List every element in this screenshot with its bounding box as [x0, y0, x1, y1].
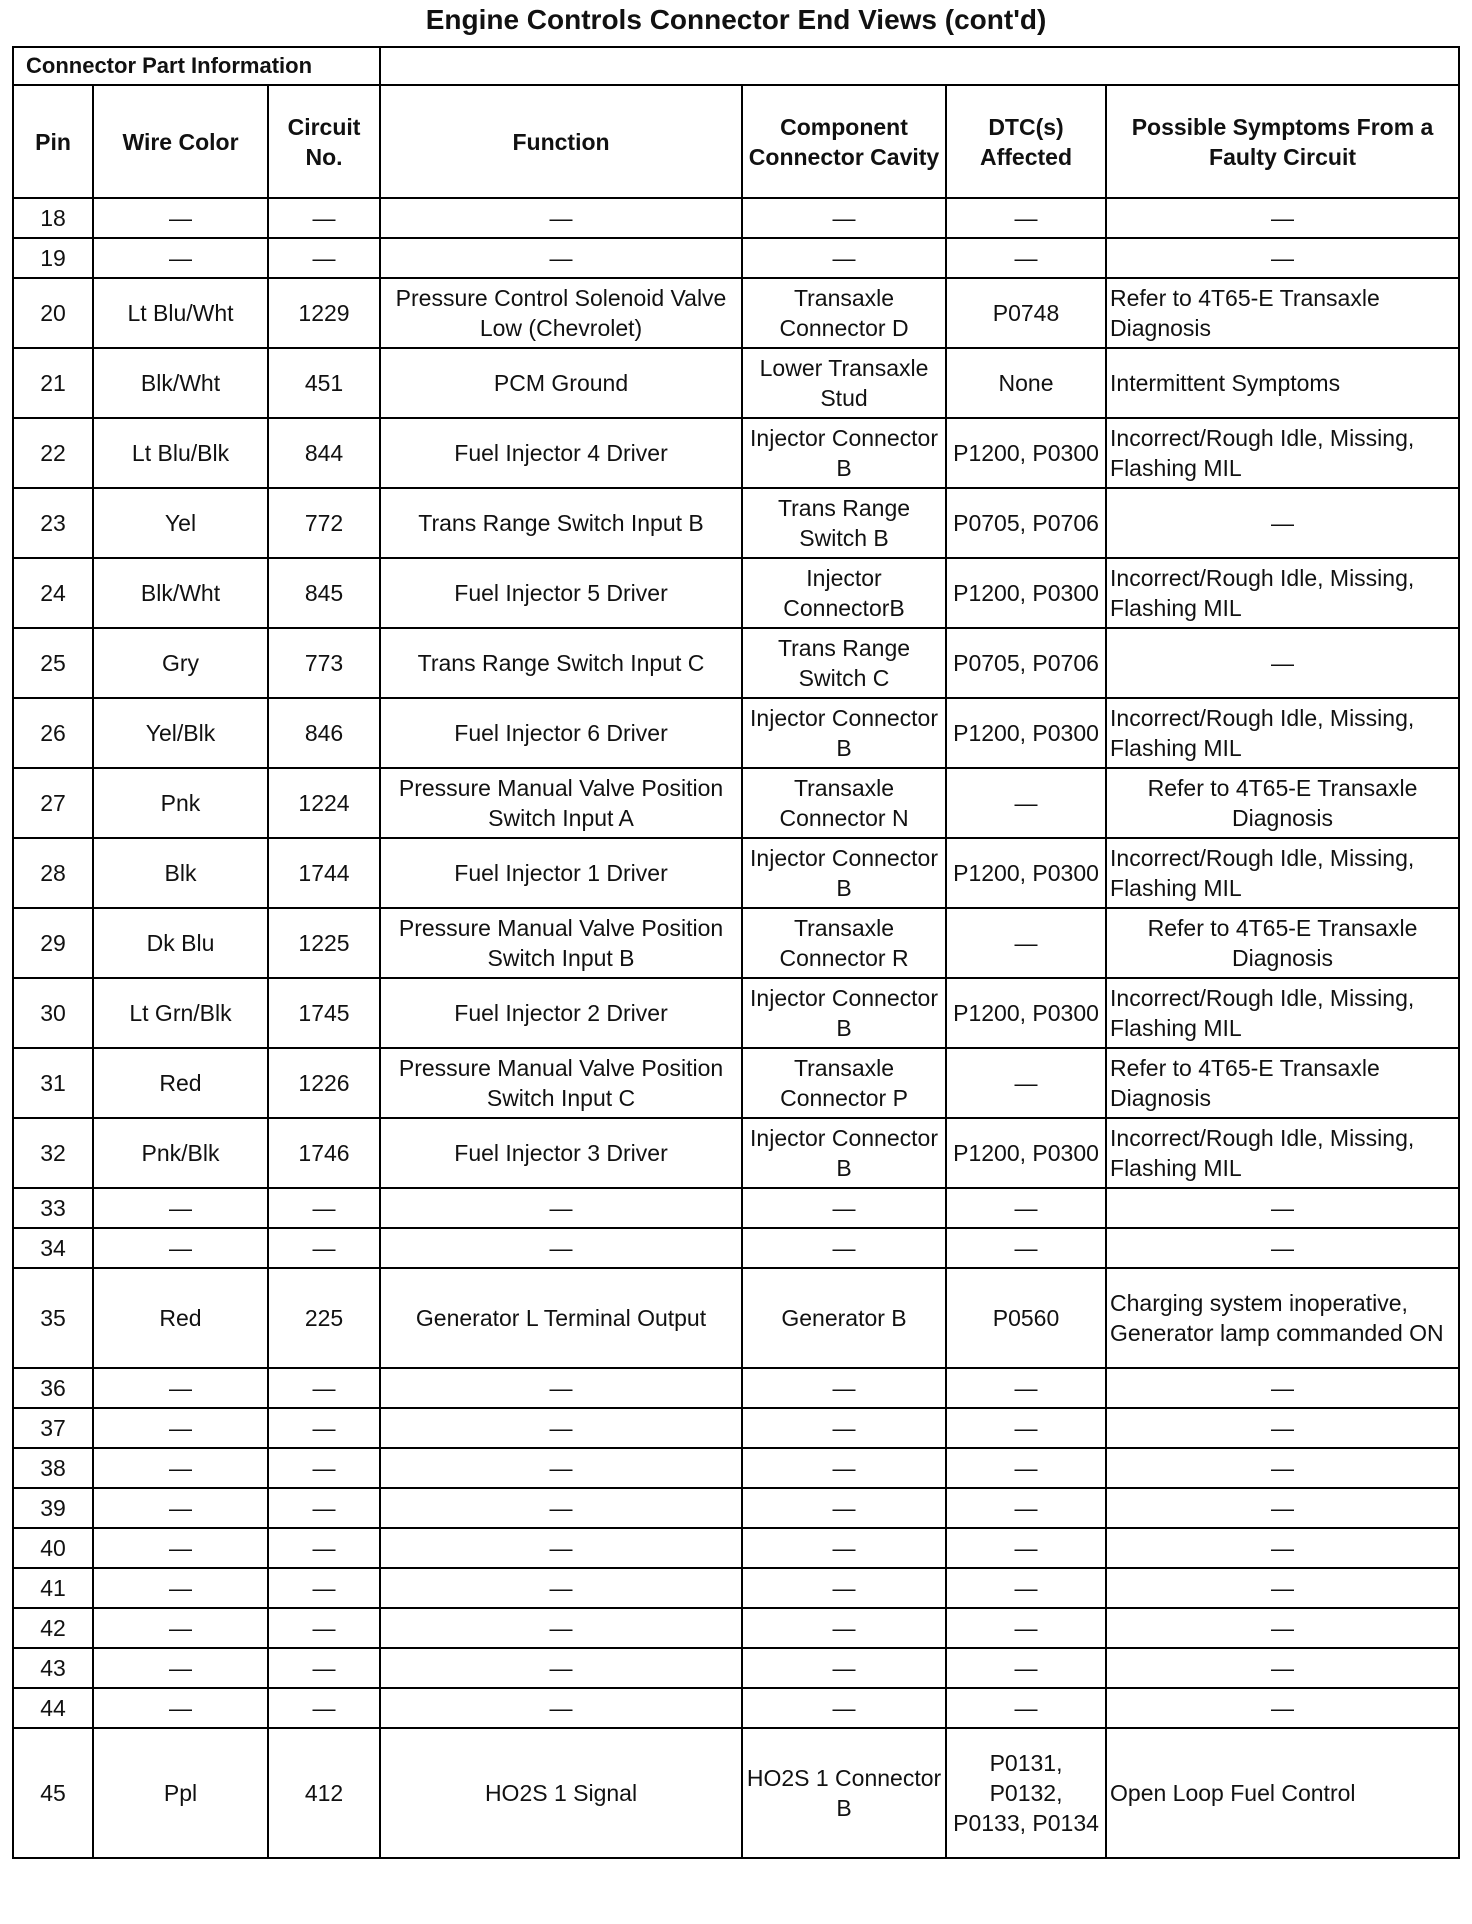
cavity-cell: Transaxle Connector P — [742, 1048, 946, 1118]
function-cell: Fuel Injector 2 Driver — [380, 978, 742, 1048]
symptoms-cell: Incorrect/Rough Idle, Missing, Flashing MIL — [1106, 418, 1459, 488]
symptoms-cell: Refer to 4T65-E Transaxle Diagnosis — [1106, 768, 1459, 838]
col-header-circuit: Circuit No. — [268, 85, 380, 198]
circuit-cell: 845 — [268, 558, 380, 628]
symptoms-cell: — — [1106, 1648, 1459, 1688]
pin-cell: 21 — [13, 348, 93, 418]
pin-cell: 45 — [13, 1728, 93, 1858]
table-row — [13, 418, 1459, 488]
symptoms-cell: — — [1106, 1608, 1459, 1648]
wire-color-cell: Gry — [93, 628, 268, 698]
pin-cell: 25 — [13, 628, 93, 698]
circuit-cell: 1744 — [268, 838, 380, 908]
wire-color-cell: — — [93, 1688, 268, 1728]
symptoms-cell: — — [1106, 1228, 1459, 1268]
circuit-cell: — — [268, 1568, 380, 1608]
cavity-cell: — — [742, 1408, 946, 1448]
dtc-cell: None — [946, 348, 1106, 418]
pin-cell: 26 — [13, 698, 93, 768]
dtc-cell: — — [946, 1448, 1106, 1488]
dtc-cell: P1200, P0300 — [946, 978, 1106, 1048]
cavity-cell: HO2S 1 Connector B — [742, 1728, 946, 1858]
wire-color-cell: Blk/Wht — [93, 558, 268, 628]
pin-cell: 41 — [13, 1568, 93, 1608]
function-cell: — — [380, 1688, 742, 1728]
cavity-cell: Injector Connector B — [742, 1118, 946, 1188]
circuit-cell: 225 — [268, 1268, 380, 1368]
table-row — [13, 1688, 1459, 1728]
pin-cell: 30 — [13, 978, 93, 1048]
circuit-cell: — — [268, 1368, 380, 1408]
table-row — [13, 1228, 1459, 1268]
pin-cell: 42 — [13, 1608, 93, 1648]
cavity-cell: — — [742, 238, 946, 278]
table-row — [13, 1188, 1459, 1228]
pin-cell: 24 — [13, 558, 93, 628]
cavity-cell: Transaxle Connector R — [742, 908, 946, 978]
circuit-cell: — — [268, 1188, 380, 1228]
dtc-cell: P0748 — [946, 278, 1106, 348]
circuit-cell: — — [268, 1648, 380, 1688]
symptoms-cell: — — [1106, 1688, 1459, 1728]
circuit-cell: — — [268, 238, 380, 278]
col-header-dtc: DTC(s) Affected — [946, 85, 1106, 198]
pin-cell: 31 — [13, 1048, 93, 1118]
table-body — [13, 198, 1459, 1858]
circuit-cell: 1745 — [268, 978, 380, 1048]
circuit-cell: 1226 — [268, 1048, 380, 1118]
circuit-cell: — — [268, 1448, 380, 1488]
pin-cell: 40 — [13, 1528, 93, 1568]
wire-color-cell: Dk Blu — [93, 908, 268, 978]
function-cell: — — [380, 198, 742, 238]
cavity-cell: Transaxle Connector N — [742, 768, 946, 838]
cavity-cell: — — [742, 1528, 946, 1568]
function-cell: — — [380, 1408, 742, 1448]
cavity-cell: — — [742, 1188, 946, 1228]
function-cell: Fuel Injector 4 Driver — [380, 418, 742, 488]
dtc-cell: P1200, P0300 — [946, 698, 1106, 768]
wire-color-cell: — — [93, 1608, 268, 1648]
function-cell: — — [380, 1648, 742, 1688]
circuit-cell: 846 — [268, 698, 380, 768]
cavity-cell: Injector Connector B — [742, 418, 946, 488]
cavity-cell: — — [742, 1648, 946, 1688]
function-cell: HO2S 1 Signal — [380, 1728, 742, 1858]
table-row — [13, 198, 1459, 238]
table-row — [13, 908, 1459, 978]
table-row — [13, 1368, 1459, 1408]
symptoms-cell: Incorrect/Rough Idle, Missing, Flashing MIL — [1106, 1118, 1459, 1188]
table-row — [13, 978, 1459, 1048]
function-cell: Pressure Control Solenoid Valve Low (Chevrolet) — [380, 278, 742, 348]
dtc-cell: P0705, P0706 — [946, 488, 1106, 558]
circuit-cell: — — [268, 198, 380, 238]
circuit-cell: — — [268, 1228, 380, 1268]
dtc-cell: P0560 — [946, 1268, 1106, 1368]
circuit-cell: 772 — [268, 488, 380, 558]
cavity-cell: — — [742, 1608, 946, 1648]
dtc-cell: P0131, P0132, P0133, P0134 — [946, 1728, 1106, 1858]
connector-table — [12, 46, 1460, 1859]
wire-color-cell: Yel/Blk — [93, 698, 268, 768]
dtc-cell: P1200, P0300 — [946, 838, 1106, 908]
circuit-cell: 451 — [268, 348, 380, 418]
pin-cell: 23 — [13, 488, 93, 558]
function-cell: Fuel Injector 5 Driver — [380, 558, 742, 628]
wire-color-cell: Red — [93, 1268, 268, 1368]
function-cell: Fuel Injector 3 Driver — [380, 1118, 742, 1188]
wire-color-cell: — — [93, 1188, 268, 1228]
col-header-cavity: Component Connector Cavity — [742, 85, 946, 198]
pin-cell: 29 — [13, 908, 93, 978]
dtc-cell: — — [946, 1528, 1106, 1568]
wire-color-cell: — — [93, 1228, 268, 1268]
group-header-blank — [380, 47, 1459, 85]
circuit-cell: 412 — [268, 1728, 380, 1858]
cavity-cell: Generator B — [742, 1268, 946, 1368]
cavity-cell: — — [742, 1228, 946, 1268]
cavity-cell: — — [742, 1448, 946, 1488]
cavity-cell: Trans Range Switch B — [742, 488, 946, 558]
function-cell: — — [380, 1488, 742, 1528]
dtc-cell: — — [946, 1368, 1106, 1408]
function-cell: PCM Ground — [380, 348, 742, 418]
dtc-cell: — — [946, 908, 1106, 978]
pin-cell: 39 — [13, 1488, 93, 1528]
symptoms-cell: — — [1106, 1448, 1459, 1488]
symptoms-cell: Refer to 4T65-E Transaxle Diagnosis — [1106, 278, 1459, 348]
dtc-cell: — — [946, 1488, 1106, 1528]
cavity-cell: — — [742, 1688, 946, 1728]
dtc-cell: — — [946, 1228, 1106, 1268]
wire-color-cell: — — [93, 238, 268, 278]
cavity-cell: — — [742, 198, 946, 238]
symptoms-cell: — — [1106, 1188, 1459, 1228]
symptoms-cell: Refer to 4T65-E Transaxle Diagnosis — [1106, 908, 1459, 978]
dtc-cell: P0705, P0706 — [946, 628, 1106, 698]
function-cell: — — [380, 1188, 742, 1228]
cavity-cell: Injector Connector B — [742, 838, 946, 908]
circuit-cell: 844 — [268, 418, 380, 488]
function-cell: Trans Range Switch Input B — [380, 488, 742, 558]
table-row — [13, 768, 1459, 838]
wire-color-cell: — — [93, 1408, 268, 1448]
table-row — [13, 1528, 1459, 1568]
circuit-cell: 1746 — [268, 1118, 380, 1188]
wire-color-cell: Blk — [93, 838, 268, 908]
col-header-function: Function — [380, 85, 742, 198]
table-row — [13, 278, 1459, 348]
circuit-cell: — — [268, 1688, 380, 1728]
pin-cell: 20 — [13, 278, 93, 348]
dtc-cell: P1200, P0300 — [946, 1118, 1106, 1188]
symptoms-cell: — — [1106, 1528, 1459, 1568]
function-cell: — — [380, 1228, 742, 1268]
table-row — [13, 488, 1459, 558]
table-row — [13, 1268, 1459, 1368]
symptoms-cell: Open Loop Fuel Control — [1106, 1728, 1459, 1858]
dtc-cell: — — [946, 768, 1106, 838]
wire-color-cell: Red — [93, 1048, 268, 1118]
symptoms-cell: Incorrect/Rough Idle, Missing, Flashing MIL — [1106, 838, 1459, 908]
circuit-cell: — — [268, 1408, 380, 1448]
table-row — [13, 1048, 1459, 1118]
dtc-cell: — — [946, 1408, 1106, 1448]
function-cell: Fuel Injector 1 Driver — [380, 838, 742, 908]
wire-color-cell: Lt Grn/Blk — [93, 978, 268, 1048]
table-row — [13, 1608, 1459, 1648]
circuit-cell: 1224 — [268, 768, 380, 838]
cavity-cell: Trans Range Switch C — [742, 628, 946, 698]
function-cell: — — [380, 1568, 742, 1608]
table-row — [13, 1648, 1459, 1688]
pin-cell: 33 — [13, 1188, 93, 1228]
symptoms-cell: — — [1106, 628, 1459, 698]
symptoms-cell: — — [1106, 1368, 1459, 1408]
dtc-cell: — — [946, 1568, 1106, 1608]
pin-cell: 32 — [13, 1118, 93, 1188]
symptoms-cell: Charging system inoperative, Generator lamp commanded ON — [1106, 1268, 1459, 1368]
function-cell: — — [380, 1528, 742, 1568]
symptoms-cell: — — [1106, 1568, 1459, 1608]
symptoms-cell: Intermittent Symptoms — [1106, 348, 1459, 418]
symptoms-cell: Refer to 4T65-E Transaxle Diagnosis — [1106, 1048, 1459, 1118]
table-row — [13, 558, 1459, 628]
wire-color-cell: — — [93, 1448, 268, 1488]
cavity-cell: Injector Connector B — [742, 978, 946, 1048]
pin-cell: 37 — [13, 1408, 93, 1448]
dtc-cell: — — [946, 198, 1106, 238]
function-cell: Trans Range Switch Input C — [380, 628, 742, 698]
table-row — [13, 698, 1459, 768]
function-cell: Generator L Terminal Output — [380, 1268, 742, 1368]
pin-cell: 22 — [13, 418, 93, 488]
cavity-cell: Lower Transaxle Stud — [742, 348, 946, 418]
wire-color-cell: — — [93, 198, 268, 238]
col-header-symptoms: Possible Symptoms From a Faulty Circuit — [1106, 85, 1459, 198]
dtc-cell: P1200, P0300 — [946, 418, 1106, 488]
dtc-cell: — — [946, 1188, 1106, 1228]
table-row — [13, 1568, 1459, 1608]
pin-cell: 38 — [13, 1448, 93, 1488]
pin-cell: 28 — [13, 838, 93, 908]
pin-cell: 44 — [13, 1688, 93, 1728]
table-row — [13, 628, 1459, 698]
function-cell: — — [380, 1608, 742, 1648]
pin-cell: 34 — [13, 1228, 93, 1268]
wire-color-cell: — — [93, 1648, 268, 1688]
pin-cell: 18 — [13, 198, 93, 238]
symptoms-cell: — — [1106, 488, 1459, 558]
circuit-cell: 1225 — [268, 908, 380, 978]
circuit-cell: 773 — [268, 628, 380, 698]
col-header-wire-color: Wire Color — [93, 85, 268, 198]
wire-color-cell: — — [93, 1528, 268, 1568]
wire-color-cell: Ppl — [93, 1728, 268, 1858]
circuit-cell: — — [268, 1488, 380, 1528]
wire-color-cell: — — [93, 1368, 268, 1408]
function-cell: — — [380, 1368, 742, 1408]
table-row — [13, 1448, 1459, 1488]
wire-color-cell: — — [93, 1488, 268, 1528]
pin-cell: 19 — [13, 238, 93, 278]
symptoms-cell: — — [1106, 238, 1459, 278]
symptoms-cell: — — [1106, 1488, 1459, 1528]
group-header: Connector Part Information — [13, 47, 380, 85]
col-header-pin: Pin — [13, 85, 93, 198]
dtc-cell: — — [946, 238, 1106, 278]
function-cell: — — [380, 238, 742, 278]
dtc-cell: — — [946, 1648, 1106, 1688]
symptoms-cell: — — [1106, 1408, 1459, 1448]
cavity-cell: — — [742, 1368, 946, 1408]
wire-color-cell: Blk/Wht — [93, 348, 268, 418]
wire-color-cell: Lt Blu/Wht — [93, 278, 268, 348]
wire-color-cell: Pnk — [93, 768, 268, 838]
pin-cell: 36 — [13, 1368, 93, 1408]
dtc-cell: P1200, P0300 — [946, 558, 1106, 628]
pin-cell: 27 — [13, 768, 93, 838]
table-row — [13, 238, 1459, 278]
pin-cell: 43 — [13, 1648, 93, 1688]
wire-color-cell: Yel — [93, 488, 268, 558]
wire-color-cell: Pnk/Blk — [93, 1118, 268, 1188]
table-row — [13, 348, 1459, 418]
column-header-row — [13, 85, 1459, 198]
function-cell: Pressure Manual Valve Position Switch Input A — [380, 768, 742, 838]
cavity-cell: Transaxle Connector D — [742, 278, 946, 348]
group-header-row — [13, 47, 1459, 85]
function-cell: Pressure Manual Valve Position Switch Input B — [380, 908, 742, 978]
table-row — [13, 838, 1459, 908]
table-row — [13, 1488, 1459, 1528]
dtc-cell: — — [946, 1688, 1106, 1728]
table-row — [13, 1728, 1459, 1858]
cavity-cell: Injector ConnectorB — [742, 558, 946, 628]
function-cell: Pressure Manual Valve Position Switch Input C — [380, 1048, 742, 1118]
cavity-cell: — — [742, 1488, 946, 1528]
wire-color-cell: — — [93, 1568, 268, 1608]
circuit-cell: — — [268, 1528, 380, 1568]
cavity-cell: — — [742, 1568, 946, 1608]
function-cell: — — [380, 1448, 742, 1488]
wire-color-cell: Lt Blu/Blk — [93, 418, 268, 488]
page-title: Engine Controls Connector End Views (cont'd) — [425, 4, 1047, 35]
symptoms-cell: Incorrect/Rough Idle, Missing, Flashing MIL — [1106, 698, 1459, 768]
dtc-cell: — — [946, 1048, 1106, 1118]
table-row — [13, 1118, 1459, 1188]
dtc-cell: — — [946, 1608, 1106, 1648]
function-cell: Fuel Injector 6 Driver — [380, 698, 742, 768]
pin-cell: 35 — [13, 1268, 93, 1368]
circuit-cell: — — [268, 1608, 380, 1648]
cavity-cell: Injector Connector B — [742, 698, 946, 768]
symptoms-cell: Incorrect/Rough Idle, Missing, Flashing MIL — [1106, 558, 1459, 628]
table-row — [13, 1408, 1459, 1448]
circuit-cell: 1229 — [268, 278, 380, 348]
symptoms-cell: Incorrect/Rough Idle, Missing, Flashing MIL — [1106, 978, 1459, 1048]
symptoms-cell: — — [1106, 198, 1459, 238]
